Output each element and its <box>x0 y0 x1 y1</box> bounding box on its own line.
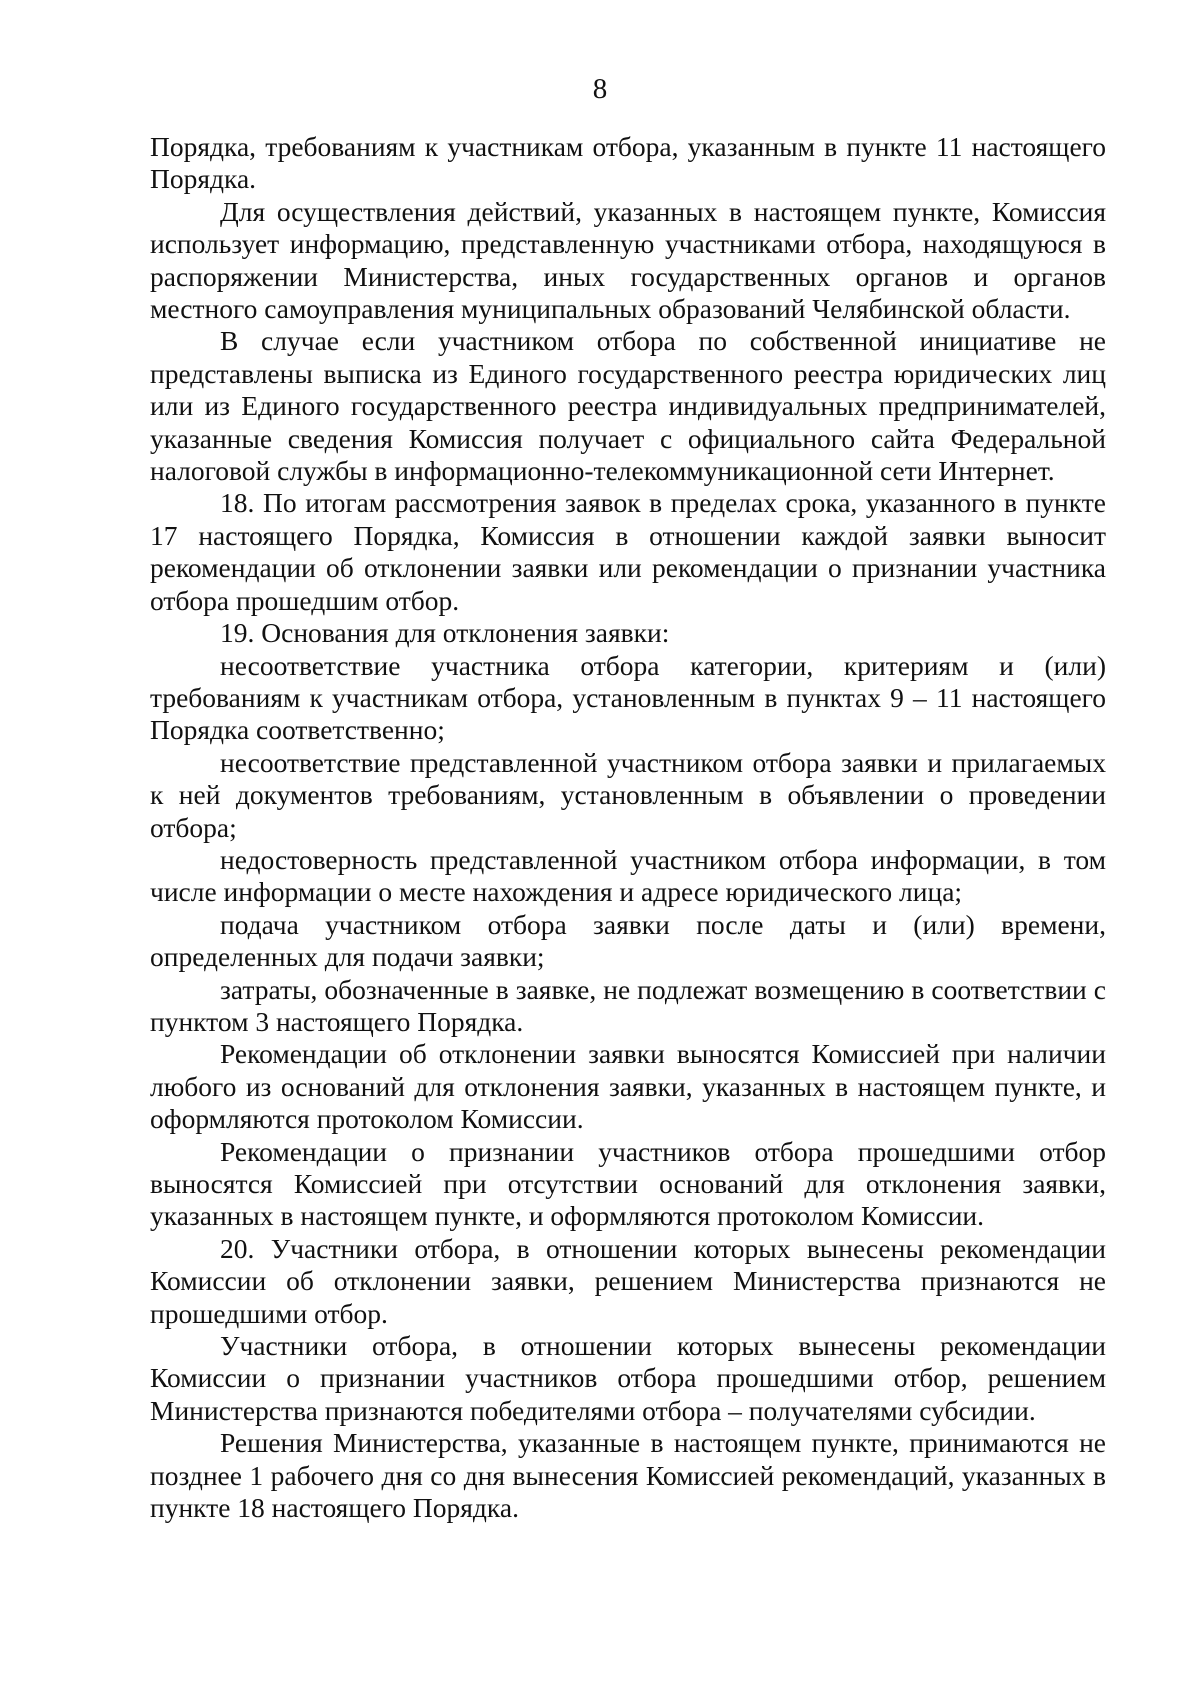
paragraph: Рекомендации об отклонении заявки выносятся Комиссией при наличии любого из оснований для отклонения заявки, указанных в настоящем пункте, и оформляются протоколом Комиссии. <box>150 1038 1106 1135</box>
paragraph: В случае если участником отбора по собственной инициативе не представлены выписка из Единого государственного реестра юридических лиц или из Единого государственного реестра индивидуальных предпринимателей, указанные сведения Комиссия получает с официального сайта Федеральной налоговой службы в информационно-телекоммуникационной сети Интернет. <box>150 325 1106 487</box>
list-item: несоответствие участника отбора категории, критериям и (или) требованиям к участникам отбора, установленным в пунктах 9 – 11 настоящего Порядка соответственно; <box>150 649 1106 746</box>
paragraph: Для осуществления действий, указанных в настоящем пункте, Комиссия использует информацию, представленную участниками отбора, находящуюся в распоряжении Министерства, иных государственных органов и органов местного самоуправления муниципальных образований Челябинской области. <box>150 195 1106 325</box>
paragraph: Решения Министерства, указанные в настоящем пункте, принимаются не позднее 1 рабочего дня со дня вынесения Комиссией рекомендаций, указанных в пункте 18 настоящего Порядка. <box>150 1427 1106 1524</box>
list-item: подача участником отбора заявки после даты и (или) времени, определенных для подачи заявки; <box>150 908 1106 973</box>
list-item: несоответствие представленной участником отбора заявки и прилагаемых к ней документов требованиям, установленным в объявлении о проведении отбора; <box>150 746 1106 843</box>
paragraph-item-20: 20. Участники отбора, в отношении которых вынесены рекомендации Комиссии об отклонении заявки, решением Министерства признаются не прошедшими отбор. <box>150 1232 1106 1329</box>
paragraph: Порядка, требованиям к участникам отбора, указанным в пункте 11 настоящего Порядка. <box>150 131 1106 195</box>
list-item: недостоверность представленной участником отбора информации, в том числе информации о месте нахождения и адресе юридического лица; <box>150 843 1106 908</box>
list-item: затраты, обозначенные в заявке, не подлежат возмещению в соответствии с пунктом 3 настоящего Порядка. <box>150 973 1106 1037</box>
paragraph: Рекомендации о признании участников отбора прошедшими отбор выносятся Комиссией при отсутствии оснований для отклонения заявки, указанных в настоящем пункте, и оформляются протоколом Комиссии. <box>150 1135 1106 1232</box>
paragraph-item-19: 19. Основания для отклонения заявки: <box>220 617 670 649</box>
paragraph: Участники отбора, в отношении которых вынесены рекомендации Комиссии о признании участников отбора прошедшими отбор, решением Министерства признаются победителями отбора – получателями субсидии. <box>150 1330 1106 1426</box>
paragraph-item-18: 18. По итогам рассмотрения заявок в пределах срока, указанного в пункте 17 настоящего Порядка, Комиссия в отношении каждой заявки выносит рекомендации об отклонении заявки или рекомендации о признании участника отбора прошедшим отбор. <box>150 487 1106 616</box>
document-body <box>150 131 1106 1524</box>
page-number: 8 <box>592 73 608 105</box>
